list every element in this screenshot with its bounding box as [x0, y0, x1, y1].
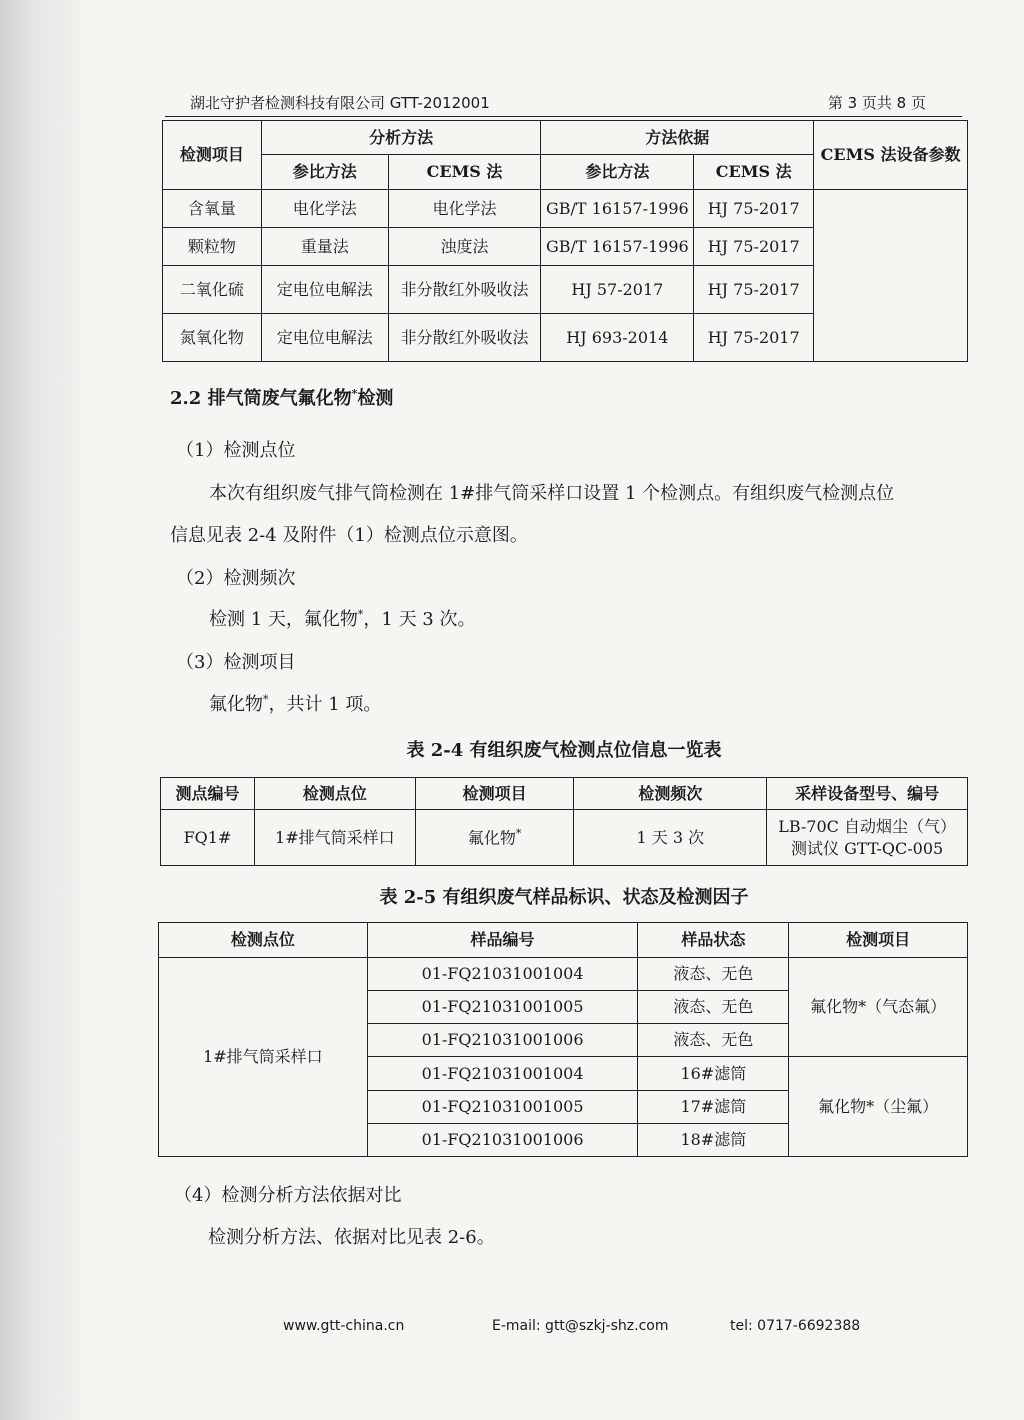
cell [767, 810, 968, 866]
header-basis: 方法依据 [541, 121, 814, 155]
cell: 氟化物*（尘氟） [789, 1057, 968, 1157]
cell: 重量法 [261, 228, 388, 266]
table-2-4 [160, 777, 968, 866]
header-cell: 检测项目 [789, 923, 968, 958]
header-cell: 采样设备型号、编号 [767, 778, 968, 810]
header-company: 湖北守护者检测科技有限公司 GTT-2012001 [190, 94, 490, 112]
table-row [161, 810, 968, 866]
cell: 1 天 3 次 [574, 810, 767, 866]
subsection-3-title: （3）检测项目 [176, 652, 296, 673]
header-cell: 检测点位 [159, 923, 368, 958]
cell: 定电位电解法 [261, 314, 388, 362]
cell: 01-FQ21031001006 [367, 1124, 638, 1157]
paragraph-2b: ，1 天 3 次。 [363, 609, 476, 630]
cell: 非分散红外吸收法 [388, 266, 541, 314]
table-row [159, 958, 968, 991]
header-cell: 测点编号 [161, 778, 255, 810]
cell: 浊度法 [388, 228, 541, 266]
cell-text: 氟化物 [467, 827, 516, 847]
scan-binding-shadow [0, 0, 80, 1420]
cell: GB/T 16157-1996 [541, 190, 694, 228]
table-2-5-caption: 表 2-5 有组织废气样品标识、状态及检测因子 [379, 887, 749, 908]
cell: HJ 75-2017 [694, 314, 814, 362]
header-item: 检测项目 [163, 121, 262, 190]
table-2-4-caption: 表 2-4 有组织废气检测点位信息一览表 [406, 740, 722, 761]
cell: 01-FQ21031001004 [367, 1057, 638, 1091]
header-device: CEMS 法设备参数 [814, 121, 968, 190]
cell: 01-FQ21031001005 [367, 991, 638, 1024]
cell: 颗粒物 [163, 228, 262, 266]
cell: 1#排气筒采样口 [254, 810, 415, 866]
cell: HJ 75-2017 [694, 190, 814, 228]
footer-tel: tel: 0717-6692388 [730, 1318, 861, 1334]
section-title [170, 384, 393, 410]
header-page-info: 第 3 页共 8 页 [827, 94, 926, 112]
table-row [163, 190, 968, 228]
footnote-star: * [357, 608, 364, 621]
device-param-cell [814, 190, 968, 362]
subsection-1-title: （1）检测点位 [176, 440, 296, 461]
cell: 01-FQ21031001005 [367, 1091, 638, 1124]
cell [415, 810, 574, 866]
cell-text: 测试仪 GTT-QC-005 [791, 838, 944, 858]
paragraph-3 [209, 690, 381, 716]
cell: 1#排气筒采样口 [159, 958, 368, 1157]
cell: 17#滤筒 [638, 1091, 789, 1124]
cell: GB/T 16157-1996 [541, 228, 694, 266]
cell: 氟化物*（气态氟） [789, 958, 968, 1057]
header-ref-basis: 参比方法 [541, 155, 694, 190]
table-2-5 [158, 922, 968, 1157]
cell: 液态、无色 [638, 1024, 789, 1057]
header-cell: 样品状态 [638, 923, 789, 958]
header-divider [165, 116, 962, 117]
footnote-star: * [515, 826, 522, 840]
method-comparison-table [162, 120, 968, 362]
cell: HJ 57-2017 [541, 266, 694, 314]
cell: FQ1# [161, 810, 255, 866]
header-cell: 检测项目 [415, 778, 574, 810]
cell-text: LB-70C 自动烟尘（气） [778, 816, 956, 836]
cell: 液态、无色 [638, 991, 789, 1024]
section-title-text: 2.2 排气筒废气氟化物 [170, 388, 352, 409]
cell: 含氧量 [163, 190, 262, 228]
paragraph-4: 检测分析方法、依据对比见表 2-6。 [208, 1227, 495, 1248]
footnote-star: * [351, 387, 358, 400]
paragraph-3a: 氟化物 [209, 694, 263, 715]
cell: 电化学法 [261, 190, 388, 228]
header-cell: 检测点位 [254, 778, 415, 810]
subsection-2-title: （2）检测频次 [176, 568, 296, 589]
header-cems-method: CEMS 法 [388, 155, 541, 190]
cell: 液态、无色 [638, 958, 789, 991]
cell: 非分散红外吸收法 [388, 314, 541, 362]
section-title-suffix: 检测 [357, 388, 394, 409]
footer-email: E-mail: gtt@szkj-shz.com [492, 1318, 669, 1334]
paragraph-2 [209, 605, 475, 631]
paragraph-1b: 信息见表 2-4 及附件（1）检测点位示意图。 [170, 525, 528, 546]
header-cems-basis: CEMS 法 [694, 155, 814, 190]
cell: 定电位电解法 [261, 266, 388, 314]
cell: HJ 75-2017 [694, 266, 814, 314]
cell: 01-FQ21031001006 [367, 1024, 638, 1057]
cell: 16#滤筒 [638, 1057, 789, 1091]
header-method: 分析方法 [261, 121, 541, 155]
cell: 二氧化硫 [163, 266, 262, 314]
header-ref-method: 参比方法 [261, 155, 388, 190]
paragraph-3b: ，共计 1 项。 [268, 694, 382, 715]
header-cell: 样品编号 [367, 923, 638, 958]
paragraph-1a: 本次有组织废气排气筒检测在 1#排气筒采样口设置 1 个检测点。有组织废气检测点位 [209, 483, 895, 504]
paragraph-2a: 检测 1 天，氟化物 [209, 609, 358, 630]
cell: 18#滤筒 [638, 1124, 789, 1157]
header-cell: 检测频次 [574, 778, 767, 810]
subsection-4-title: （4）检测分析方法依据对比 [174, 1185, 402, 1206]
footnote-star: * [263, 693, 269, 706]
footer-website: www.gtt-china.cn [283, 1318, 405, 1334]
cell: 01-FQ21031001004 [367, 958, 638, 991]
cell: 氮氧化物 [163, 314, 262, 362]
cell: HJ 75-2017 [694, 228, 814, 266]
cell: 电化学法 [388, 190, 541, 228]
cell: HJ 693-2014 [541, 314, 694, 362]
